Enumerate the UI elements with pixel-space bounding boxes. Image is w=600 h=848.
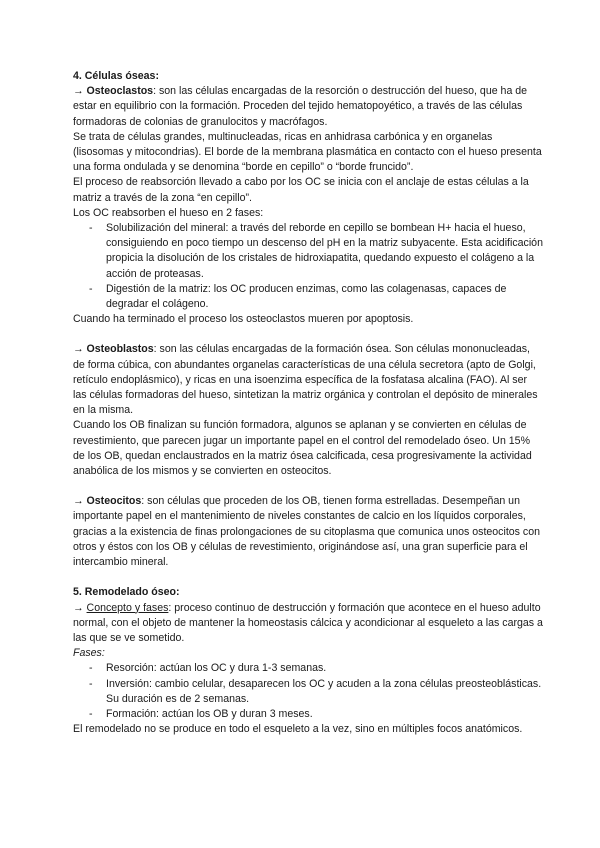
osteocitos-term: Osteocitos bbox=[86, 495, 142, 508]
list-item bbox=[73, 677, 543, 707]
osteoblastos-revestimiento: Cuando los OB finalizan su función formadora, algunos se aplanan y se convierten en células de revestimiento, que parecen jugar un importante papel en el control del remodelado óseo. Un 15% de los OB, quedan enclaustrados en la matriz ósea calcificada, cesa progresivamente la actividad anabólica de los mismos y se convierten en osteocitos. bbox=[73, 419, 532, 478]
osteoblastos-term: Osteoblastos bbox=[86, 343, 154, 356]
osteoclastos-description: Se trata de células grandes, multinucleadas, ricas en anhidrasa carbónica y en organelas (lisosomas y mitocondrias). El borde de la membrana plasmática en contacto con el hueso presenta una forma ondulada y se denomina “borde en cepillo” o “borde fruncido”. bbox=[73, 130, 542, 174]
osteocitos-intro bbox=[73, 494, 543, 570]
osteoclastos-phases-list bbox=[73, 221, 543, 312]
list-item bbox=[73, 661, 543, 676]
section-4-heading: 4. Células óseas: bbox=[73, 70, 159, 82]
osteoclastos-process: El proceso de reabsorción llevado a cabo por los OC se inicia con el anclaje de estas células a la matriz a través de la zona “en cepillo”. bbox=[73, 176, 529, 204]
osteoclastos-intro bbox=[73, 84, 543, 130]
list-item-text: Digestión de la matriz: los OC producen enzimas, como las colagenasas, capaces de degradar el colágeno. bbox=[106, 282, 507, 311]
dash-bullet: - bbox=[89, 222, 93, 235]
fases-label: Fases: bbox=[73, 647, 105, 660]
osteoclastos-term: Osteoclastos bbox=[86, 85, 154, 98]
arrow-icon: → bbox=[73, 85, 87, 98]
dash-bullet: - bbox=[89, 282, 93, 295]
list-item-text: Inversión: cambio celular, desaparecen los OC y acuden a la zona células preosteoblásticas. Su duración es de 2 semanas. bbox=[106, 677, 542, 705]
osteocitos-definition: : son células que proceden de los OB, tienen forma estrelladas. Desempeñan un importante papel en el mantenimiento de niveles constantes de calcio en los líquidos corporales, gracias a la existencia de finas prolongaciones de su citoplasma que comunica unos osteocitos con otros y éstos con los OB y células de revestimiento, originándose así, una gran superficie para el intercambio mineral. bbox=[73, 495, 540, 569]
dash-bullet: - bbox=[89, 707, 93, 720]
concepto-paragraph bbox=[73, 601, 543, 647]
concepto-term: Concepto y fases bbox=[86, 601, 169, 614]
osteoclastos-phases-intro: Los OC reabsorben el hueso en 2 fases: bbox=[73, 206, 264, 219]
list-item-text: Formación: actúan los OB y duran 3 meses. bbox=[106, 707, 313, 720]
arrow-icon: → bbox=[73, 343, 87, 356]
list-item bbox=[73, 221, 543, 282]
paragraph-gap bbox=[73, 570, 543, 585]
section-5-heading: 5. Remodelado óseo: bbox=[73, 586, 180, 599]
dash-bullet: - bbox=[89, 662, 93, 675]
list-item-text: Solubilización del mineral: a través del reborde en cepillo se bombean H+ hacia el hueso, consiguiendo en poco tiempo un descenso del pH en la matriz subyacente. Esta acidificación propicia la disolución de los cristales de hidroxiapatita, quedando expuesto el colágeno a la acción de proteasas. bbox=[106, 222, 543, 280]
remodelado-closing: El remodelado no se produce en todo el esqueleto a la vez, sino en múltiples focos anatómicos. bbox=[73, 723, 523, 736]
list-item bbox=[73, 707, 543, 722]
concepto-definition: : proceso continuo de destrucción y formación que acontece en el hueso adulto normal, con el objeto de mantener la homeostasis cálcica y acondicionar al esqueleto a las cargas a las que se ve sometido. bbox=[73, 601, 543, 644]
osteoclastos-definition: : son las células encargadas de la resorción o destrucción del hueso, que ha de estar en equilibrio con la formación. Proceden del tejido hematopoyético, a través de las células formadoras de colonias de granulocitos y macrófagos. bbox=[73, 85, 528, 128]
arrow-icon: → bbox=[73, 601, 87, 614]
dash-bullet: - bbox=[89, 677, 93, 690]
paragraph-gap bbox=[73, 327, 543, 342]
list-item bbox=[73, 282, 543, 312]
osteoclastos-apoptosis: Cuando ha terminado el proceso los osteoclastos mueren por apoptosis. bbox=[73, 313, 414, 326]
arrow-icon: → bbox=[73, 495, 87, 508]
remodelado-phases-list bbox=[73, 661, 543, 722]
osteoblastos-definition: : son las células encargadas de la formación ósea. Son células mononucleadas, de forma cúbica, con abundantes organelas características de una célula secretora (apto de Golgi, retículo endoplásmico), y ricas en una isoenzima específica de la fosfatasa alcalina (FAO). Al ser las células formadoras del hueso, sintetizan la matriz orgánica y controlan el depósito de minerales en la misma. bbox=[73, 343, 538, 417]
paragraph-gap bbox=[73, 479, 543, 494]
osteoblastos-intro bbox=[73, 342, 543, 418]
document-content bbox=[73, 69, 543, 737]
list-item-text: Resorción: actúan los OC y dura 1-3 semanas. bbox=[106, 662, 327, 675]
